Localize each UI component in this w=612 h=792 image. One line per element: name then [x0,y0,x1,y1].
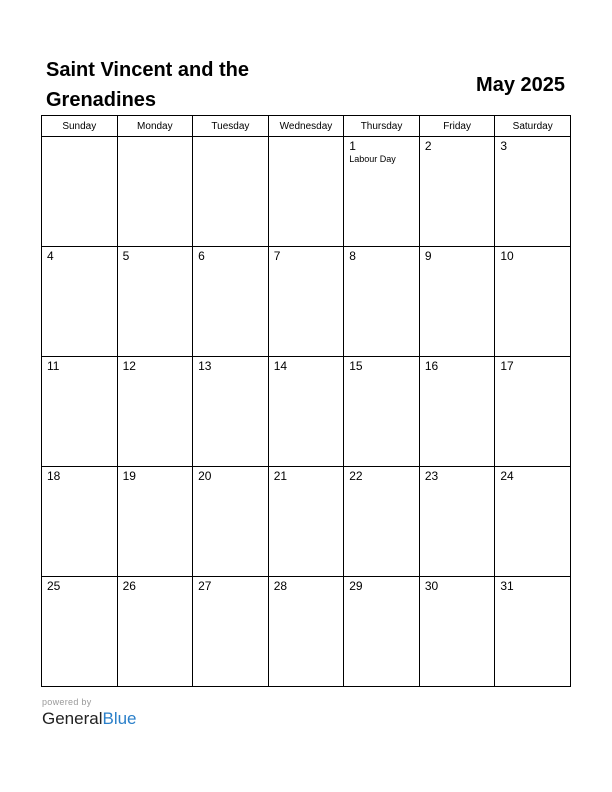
holiday-label [344,373,419,374]
day-cell [117,137,193,247]
day-number: 28 [273,579,288,593]
holiday-label [193,139,268,140]
day-cell [495,357,571,467]
day-number: 31 [500,579,514,593]
day-number: 2 [424,139,432,153]
holiday-label [42,263,117,264]
day-number: 21 [273,469,288,483]
day-cell [42,247,118,357]
day-cell [268,247,344,357]
day-number: 4 [47,249,54,263]
generalblue-logo [42,709,137,729]
holiday-label [495,373,570,374]
day-cell [344,247,420,357]
day-cell [268,467,344,577]
holiday-label [193,373,268,374]
day-cell [344,357,420,467]
holiday-label [420,373,495,374]
holiday-label [420,483,495,484]
day-number: 10 [500,249,514,263]
brand-name-blue: Blue [102,709,137,728]
day-number: 22 [349,469,363,483]
calendar-body [42,137,571,687]
day-cell [344,577,420,687]
holiday-label [495,483,570,484]
day-cell [193,247,269,357]
day-number: 25 [47,579,61,593]
holiday-label [495,263,570,264]
day-cell [268,357,344,467]
week-row [42,577,571,687]
day-number: 6 [198,249,205,263]
country-title: Saint Vincent and the Grenadines [46,59,249,111]
holiday-label [420,593,495,594]
day-number: 8 [349,249,356,263]
day-cell [344,137,420,247]
day-cell [42,357,118,467]
holiday-label [269,373,344,374]
day-cell [193,357,269,467]
holiday-label: Labour Day [349,154,396,164]
holiday-label [344,593,419,594]
holiday-label [269,139,344,140]
day-number: 18 [47,469,61,483]
day-cell [117,357,193,467]
day-cell [495,467,571,577]
day-number: 26 [122,579,136,593]
day-number: 1 [349,139,356,153]
day-cell [117,467,193,577]
day-number: 11 [47,359,60,373]
day-number: 3 [500,139,508,153]
day-cell [344,467,420,577]
day-cell [42,467,118,577]
day-cell [419,467,495,577]
day-cell [419,357,495,467]
week-row [42,247,571,357]
holiday-label [344,263,419,264]
holiday-label [344,483,419,484]
week-row [42,467,571,577]
month-year-title: May 2025 [476,74,565,96]
day-number: 17 [500,359,514,373]
day-number: 15 [349,359,363,373]
weekday-friday: Friday [419,116,495,137]
holiday-label [420,153,495,154]
day-cell [268,577,344,687]
day-number: 20 [198,469,212,483]
day-cell [117,577,193,687]
holiday-label [193,483,268,484]
holiday-label [495,593,570,594]
weekday-thursday: Thursday [344,116,420,137]
day-number: 30 [424,579,439,593]
holiday-label [420,263,495,264]
weekday-saturday: Saturday [495,116,571,137]
holiday-label [118,263,193,264]
weekday-wednesday: Wednesday [268,116,344,137]
week-row [42,137,571,247]
day-cell [419,247,495,357]
holiday-label [42,593,117,594]
day-number: 14 [273,359,288,373]
day-cell [268,137,344,247]
day-cell [42,577,118,687]
day-number: 5 [122,249,130,263]
holiday-label [42,483,117,484]
holiday-label [42,373,117,374]
day-number: 7 [273,249,281,263]
holiday-label [193,593,268,594]
holiday-label [118,483,193,484]
day-number: 9 [424,249,432,263]
holiday-label [118,373,193,374]
weekday-header-row [42,116,571,137]
day-cell [193,577,269,687]
holiday-label [269,263,344,264]
holiday-label [193,263,268,264]
day-number: 16 [424,359,439,373]
day-number: 27 [198,579,212,593]
holiday-label [269,593,344,594]
footer-branding [42,697,137,729]
day-cell [193,137,269,247]
holiday-label [269,483,344,484]
day-cell [117,247,193,357]
day-cell [419,137,495,247]
day-number: 29 [349,579,363,593]
day-number: 23 [424,469,439,483]
holiday-label [118,593,193,594]
day-cell [42,137,118,247]
day-number: 13 [198,359,212,373]
holiday-label [118,139,193,140]
day-cell [495,247,571,357]
brand-name-general: General [42,709,103,728]
powered-by-text: powered by [42,697,92,707]
weekday-monday: Monday [117,116,193,137]
holiday-label [495,153,570,154]
day-cell [495,137,571,247]
day-cell [419,577,495,687]
day-cell [495,577,571,687]
week-row [42,357,571,467]
day-cell [193,467,269,577]
day-number: 19 [122,469,136,483]
holiday-label [42,139,117,140]
weekday-sunday: Sunday [42,116,118,137]
weekday-tuesday: Tuesday [193,116,269,137]
day-number: 12 [122,359,136,373]
day-number: 24 [500,469,514,483]
calendar-grid [41,115,571,687]
